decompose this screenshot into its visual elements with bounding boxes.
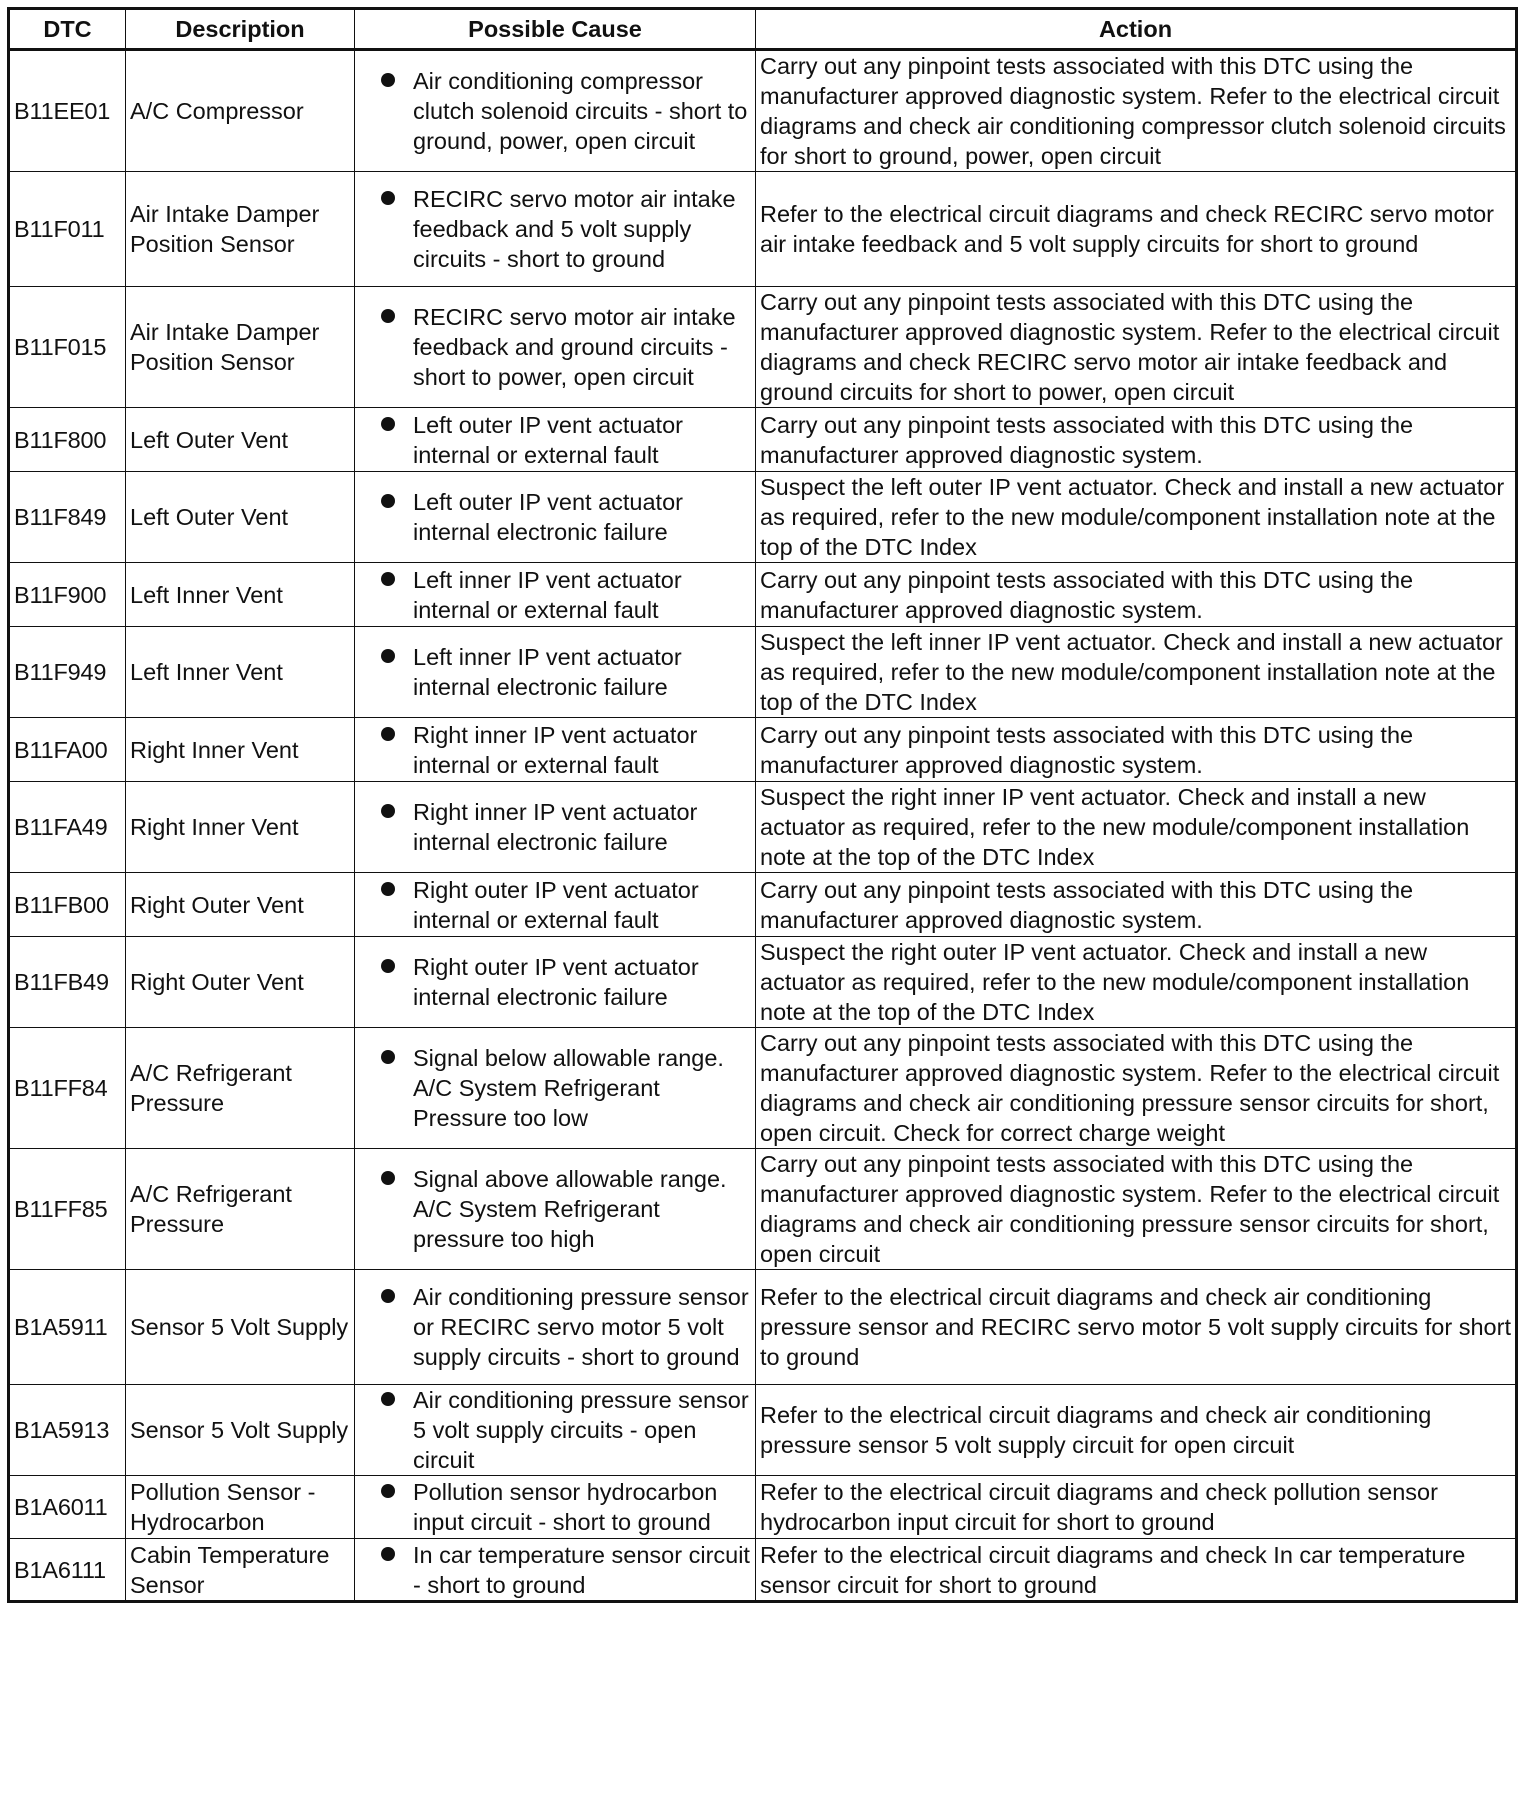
table-body: [9, 50, 1517, 1602]
dtc-code-cell: B1A6011: [9, 1476, 126, 1539]
table-row: [9, 873, 1517, 937]
possible-cause-cell: [355, 782, 756, 873]
possible-cause-cell: [355, 408, 756, 472]
table-row: [9, 1476, 1517, 1539]
table-row: [9, 50, 1517, 172]
header-possible-cause: Possible Cause: [355, 9, 756, 50]
bullet-icon: [381, 804, 395, 818]
possible-cause-text: Right outer IP vent actuator internal or external fault: [413, 876, 699, 933]
description-cell: Right Inner Vent: [126, 718, 355, 782]
possible-cause-cell: [355, 627, 756, 718]
action-cell: Refer to the electrical circuit diagrams and check RECIRC servo motor air intake feedback and 5 volt supply circuits for short to ground: [756, 172, 1517, 287]
possible-cause-cell: [355, 1539, 756, 1602]
description-cell: Right Outer Vent: [126, 937, 355, 1028]
dtc-code-cell: B11FB00: [9, 873, 126, 937]
possible-cause-cell: [355, 718, 756, 782]
possible-cause-text: Right inner IP vent actuator internal electronic failure: [413, 799, 698, 855]
dtc-code-cell: B11F015: [9, 287, 126, 408]
action-cell: Carry out any pinpoint tests associated with this DTC using the manufacturer approved diagnostic system.: [756, 408, 1517, 472]
bullet-icon: [381, 73, 395, 87]
description-cell: Sensor 5 Volt Supply: [126, 1270, 355, 1385]
possible-cause-text: Right outer IP vent actuator internal electronic failure: [413, 954, 699, 1010]
table-row: [9, 1270, 1517, 1385]
header-dtc: DTC: [9, 9, 126, 50]
description-cell: Sensor 5 Volt Supply: [126, 1385, 355, 1476]
dtc-code-cell: B11F800: [9, 408, 126, 472]
table-row: [9, 937, 1517, 1028]
bullet-icon: [381, 1289, 395, 1303]
dtc-code-cell: B1A5911: [9, 1270, 126, 1385]
dtc-code-cell: B11FF85: [9, 1149, 126, 1270]
action-cell: Carry out any pinpoint tests associated with this DTC using the manufacturer approved diagnostic system.: [756, 873, 1517, 937]
action-cell: Carry out any pinpoint tests associated with this DTC using the manufacturer approved diagnostic system.: [756, 718, 1517, 782]
action-cell: Suspect the right outer IP vent actuator. Check and install a new actuator as required, refer to the new module/component installation note at the top of the DTC Index: [756, 937, 1517, 1028]
bullet-icon: [381, 1171, 395, 1185]
description-cell: Left Outer Vent: [126, 472, 355, 563]
bullet-icon: [381, 727, 395, 741]
table-row: [9, 1539, 1517, 1602]
action-cell: Refer to the electrical circuit diagrams and check air conditioning pressure sensor and RECIRC servo motor 5 volt supply circuits for short to ground: [756, 1270, 1517, 1385]
table-row: [9, 172, 1517, 287]
action-cell: Carry out any pinpoint tests associated with this DTC using the manufacturer approved diagnostic system. Refer to the electrical circuit diagrams and check air conditioning pressure sensor circuits for short, open circuit. Check for correct charge weight: [756, 1028, 1517, 1149]
header-row: [9, 9, 1517, 50]
table-row: [9, 408, 1517, 472]
possible-cause-text: Signal above allowable range. A/C System Refrigerant pressure too high: [413, 1166, 727, 1252]
possible-cause-cell: [355, 1149, 756, 1270]
table-row: [9, 1385, 1517, 1476]
action-cell: Carry out any pinpoint tests associated with this DTC using the manufacturer approved diagnostic system. Refer to the electrical circuit diagrams and check air conditioning pressure sensor circuits for short, open circuit: [756, 1149, 1517, 1270]
possible-cause-cell: [355, 50, 756, 172]
description-cell: A/C Compressor: [126, 50, 355, 172]
dtc-code-cell: B11F011: [9, 172, 126, 287]
bullet-icon: [381, 1547, 395, 1561]
table-row: [9, 782, 1517, 873]
description-cell: Pollution Sensor - Hydrocarbon: [126, 1476, 355, 1539]
dtc-code-cell: B1A6111: [9, 1539, 126, 1602]
header-action: Action: [756, 9, 1517, 50]
description-cell: Left Inner Vent: [126, 563, 355, 627]
possible-cause-cell: [355, 287, 756, 408]
possible-cause-text: Air conditioning compressor clutch solenoid circuits - short to ground, power, open circuit: [413, 68, 748, 154]
description-cell: Right Inner Vent: [126, 782, 355, 873]
bullet-icon: [381, 494, 395, 508]
action-cell: Suspect the left inner IP vent actuator. Check and install a new actuator as required, refer to the new module/component installation note at the top of the DTC Index: [756, 627, 1517, 718]
description-cell: Cabin Temperature Sensor: [126, 1539, 355, 1602]
bullet-icon: [381, 572, 395, 586]
possible-cause-text: Right inner IP vent actuator internal or external fault: [413, 721, 698, 778]
bullet-icon: [381, 191, 395, 205]
dtc-code-cell: B1A5913: [9, 1385, 126, 1476]
possible-cause-text: Left outer IP vent actuator internal or external fault: [413, 411, 683, 468]
action-cell: Refer to the electrical circuit diagrams and check air conditioning pressure sensor 5 volt supply circuit for open circuit: [756, 1385, 1517, 1476]
possible-cause-text: Pollution sensor hydrocarbon input circuit - short to ground: [413, 1479, 718, 1535]
possible-cause-cell: [355, 1476, 756, 1539]
possible-cause-cell: [355, 1385, 756, 1476]
description-cell: Air Intake Damper Position Sensor: [126, 172, 355, 287]
possible-cause-cell: [355, 937, 756, 1028]
possible-cause-text: Signal below allowable range. A/C System Refrigerant Pressure too low: [413, 1045, 724, 1131]
description-cell: A/C Refrigerant Pressure: [126, 1149, 355, 1270]
bullet-icon: [381, 1392, 395, 1406]
dtc-table: [7, 7, 1518, 1603]
possible-cause-cell: [355, 1270, 756, 1385]
action-cell: Carry out any pinpoint tests associated with this DTC using the manufacturer approved diagnostic system.: [756, 563, 1517, 627]
possible-cause-text: RECIRC servo motor air intake feedback and 5 volt supply circuits - short to ground: [413, 186, 736, 272]
dtc-code-cell: B11FB49: [9, 937, 126, 1028]
action-cell: Carry out any pinpoint tests associated with this DTC using the manufacturer approved diagnostic system. Refer to the electrical circuit diagrams and check RECIRC servo motor air intake feedback and ground circuits for short to power, open circuit: [756, 287, 1517, 408]
dtc-code-cell: B11F900: [9, 563, 126, 627]
bullet-icon: [381, 1050, 395, 1064]
bullet-icon: [381, 649, 395, 663]
dtc-code-cell: B11F949: [9, 627, 126, 718]
possible-cause-text: Air conditioning pressure sensor 5 volt supply circuits - open circuit: [413, 1387, 749, 1473]
action-cell: Refer to the electrical circuit diagrams and check pollution sensor hydrocarbon input circuit for short to ground: [756, 1476, 1517, 1539]
possible-cause-text: Air conditioning pressure sensor or RECIRC servo motor 5 volt supply circuits - short to ground: [413, 1284, 749, 1370]
bullet-icon: [381, 1484, 395, 1498]
table-row: [9, 627, 1517, 718]
table-row: [9, 563, 1517, 627]
action-cell: Carry out any pinpoint tests associated with this DTC using the manufacturer approved diagnostic system. Refer to the electrical circuit diagrams and check air conditioning compressor clutch solenoid circuits for short to ground, power, open circuit: [756, 50, 1517, 172]
table-row: [9, 287, 1517, 408]
possible-cause-cell: [355, 1028, 756, 1149]
action-cell: Suspect the left outer IP vent actuator. Check and install a new actuator as required, refer to the new module/component installation note at the top of the DTC Index: [756, 472, 1517, 563]
possible-cause-cell: [355, 472, 756, 563]
bullet-icon: [381, 882, 395, 896]
dtc-code-cell: B11F849: [9, 472, 126, 563]
description-cell: Left Outer Vent: [126, 408, 355, 472]
possible-cause-text: Left inner IP vent actuator internal electronic failure: [413, 644, 682, 700]
description-cell: Air Intake Damper Position Sensor: [126, 287, 355, 408]
table-row: [9, 1149, 1517, 1270]
table-header: [9, 9, 1517, 50]
description-cell: Left Inner Vent: [126, 627, 355, 718]
action-cell: Refer to the electrical circuit diagrams and check In car temperature sensor circuit for short to ground: [756, 1539, 1517, 1602]
action-cell: Suspect the right inner IP vent actuator. Check and install a new actuator as required, refer to the new module/component installation note at the top of the DTC Index: [756, 782, 1517, 873]
bullet-icon: [381, 417, 395, 431]
dtc-code-cell: B11EE01: [9, 50, 126, 172]
possible-cause-text: Left outer IP vent actuator internal electronic failure: [413, 489, 683, 545]
possible-cause-cell: [355, 172, 756, 287]
bullet-icon: [381, 309, 395, 323]
description-cell: Right Outer Vent: [126, 873, 355, 937]
possible-cause-text: Left inner IP vent actuator internal or external fault: [413, 566, 682, 623]
possible-cause-cell: [355, 873, 756, 937]
bullet-icon: [381, 959, 395, 973]
dtc-code-cell: B11FA49: [9, 782, 126, 873]
table-row: [9, 472, 1517, 563]
possible-cause-cell: [355, 563, 756, 627]
dtc-code-cell: B11FF84: [9, 1028, 126, 1149]
possible-cause-text: In car temperature sensor circuit - short to ground: [413, 1541, 750, 1598]
table-row: [9, 1028, 1517, 1149]
possible-cause-text: RECIRC servo motor air intake feedback and ground circuits - short to power, open circuit: [413, 304, 736, 390]
table-row: [9, 718, 1517, 782]
dtc-code-cell: B11FA00: [9, 718, 126, 782]
header-description: Description: [126, 9, 355, 50]
description-cell: A/C Refrigerant Pressure: [126, 1028, 355, 1149]
